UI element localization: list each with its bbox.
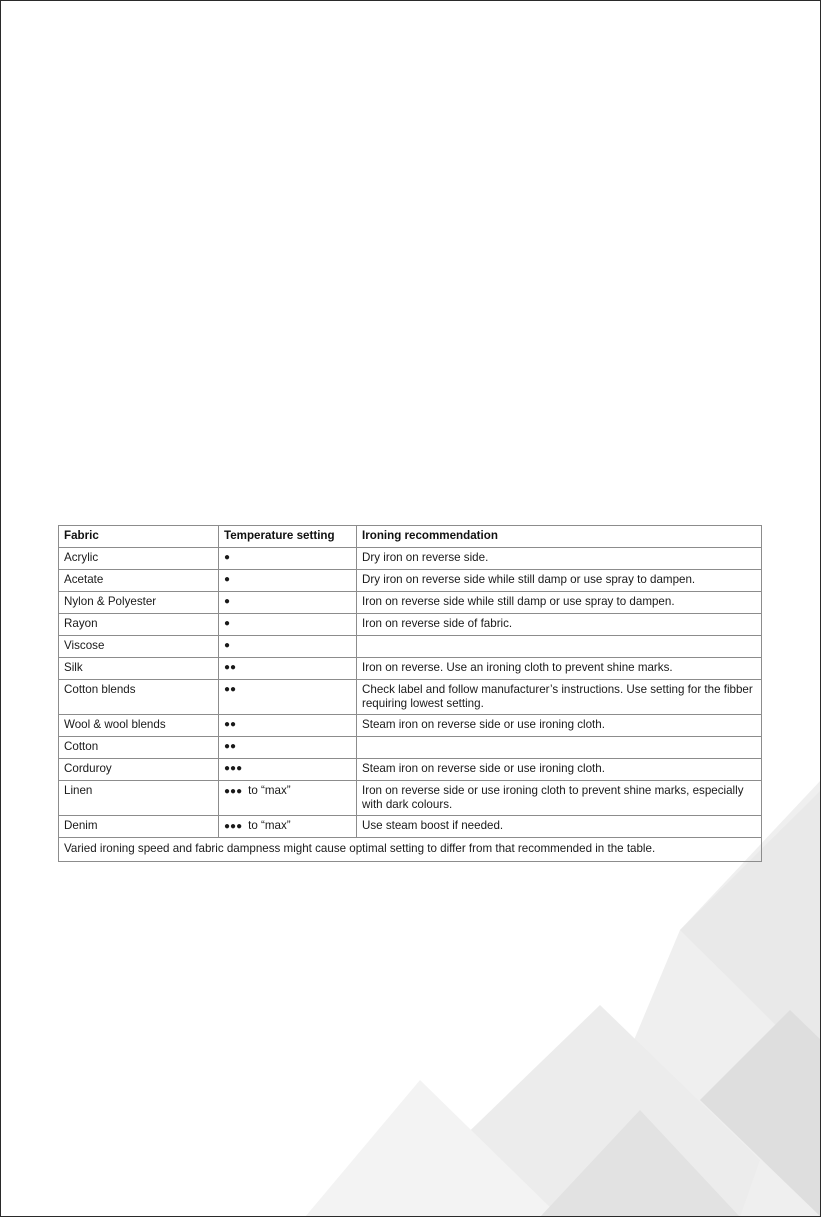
fabric-cell: Nylon & Polyester <box>59 592 219 614</box>
fabric-cell: Acetate <box>59 570 219 592</box>
table-footnote: Varied ironing speed and fabric dampness might cause optimal setting to differ from that recommended in the table. <box>59 838 762 862</box>
fabric-cell: Viscose <box>59 636 219 658</box>
recommendation-cell <box>357 636 762 658</box>
table-row <box>59 658 762 680</box>
temperature-dots: ● <box>224 574 231 585</box>
temperature-cell <box>219 658 357 680</box>
recommendation-cell: Iron on reverse side or use ironing cloth to prevent shine marks, especially with dark colours. <box>357 781 762 816</box>
temperature-dots: ● <box>224 640 231 651</box>
fabric-cell: Denim <box>59 816 219 838</box>
recommendation-cell: Iron on reverse. Use an ironing cloth to prevent shine marks. <box>357 658 762 680</box>
temperature-cell <box>219 570 357 592</box>
header-fabric: Fabric <box>59 526 219 548</box>
temperature-dots: ● <box>224 618 231 629</box>
temperature-dots: ●● <box>224 719 237 730</box>
table-row <box>59 680 762 715</box>
header-recommendation: Ironing recommendation <box>357 526 762 548</box>
table-row <box>59 570 762 592</box>
temperature-suffix: to “max” <box>248 784 291 797</box>
fabric-cell: Acrylic <box>59 548 219 570</box>
table-row <box>59 636 762 658</box>
recommendation-cell <box>357 737 762 759</box>
recommendation-cell: Dry iron on reverse side while still damp or use spray to dampen. <box>357 570 762 592</box>
table-row <box>59 816 762 838</box>
temperature-cell <box>219 737 357 759</box>
recommendation-cell: Check label and follow manufacturer’s instructions. Use setting for the fibber requiring lowest setting. <box>357 680 762 715</box>
temperature-cell <box>219 781 357 816</box>
temperature-cell <box>219 592 357 614</box>
temperature-suffix: to “max” <box>248 819 291 832</box>
fabric-cell: Rayon <box>59 614 219 636</box>
table-header-row <box>59 526 762 548</box>
table-row <box>59 781 762 816</box>
fabric-cell: Cotton <box>59 737 219 759</box>
recommendation-cell: Steam iron on reverse side or use ironing cloth. <box>357 715 762 737</box>
temperature-dots: ●● <box>224 662 237 673</box>
fabric-cell: Cotton blends <box>59 680 219 715</box>
fabric-cell: Silk <box>59 658 219 680</box>
table-row <box>59 737 762 759</box>
temperature-dots: ●● <box>224 741 237 752</box>
table-row <box>59 592 762 614</box>
temperature-dots: ●●● <box>224 821 243 832</box>
temperature-cell <box>219 680 357 715</box>
recommendation-cell: Iron on reverse side while still damp or use spray to dampen. <box>357 592 762 614</box>
temperature-dots: ● <box>224 596 231 607</box>
temperature-cell <box>219 816 357 838</box>
ironing-table <box>58 525 762 862</box>
temperature-cell <box>219 548 357 570</box>
recommendation-cell: Steam iron on reverse side or use ironing cloth. <box>357 759 762 781</box>
temperature-dots: ●●● <box>224 763 243 774</box>
temperature-cell <box>219 636 357 658</box>
table-body <box>59 548 762 838</box>
temperature-cell <box>219 614 357 636</box>
fabric-cell: Linen <box>59 781 219 816</box>
table-row <box>59 759 762 781</box>
fabric-cell: Wool & wool blends <box>59 715 219 737</box>
recommendation-cell: Use steam boost if needed. <box>357 816 762 838</box>
fabric-cell: Corduroy <box>59 759 219 781</box>
temperature-dots: ● <box>224 552 231 563</box>
table-row <box>59 614 762 636</box>
recommendation-cell: Iron on reverse side of fabric. <box>357 614 762 636</box>
header-temperature: Temperature setting <box>219 526 357 548</box>
table-row <box>59 715 762 737</box>
table-row <box>59 548 762 570</box>
recommendation-cell: Dry iron on reverse side. <box>357 548 762 570</box>
temperature-dots: ●●● <box>224 786 243 797</box>
table-footnote-row <box>59 838 762 862</box>
temperature-dots: ●● <box>224 684 237 695</box>
temperature-cell <box>219 759 357 781</box>
temperature-cell <box>219 715 357 737</box>
